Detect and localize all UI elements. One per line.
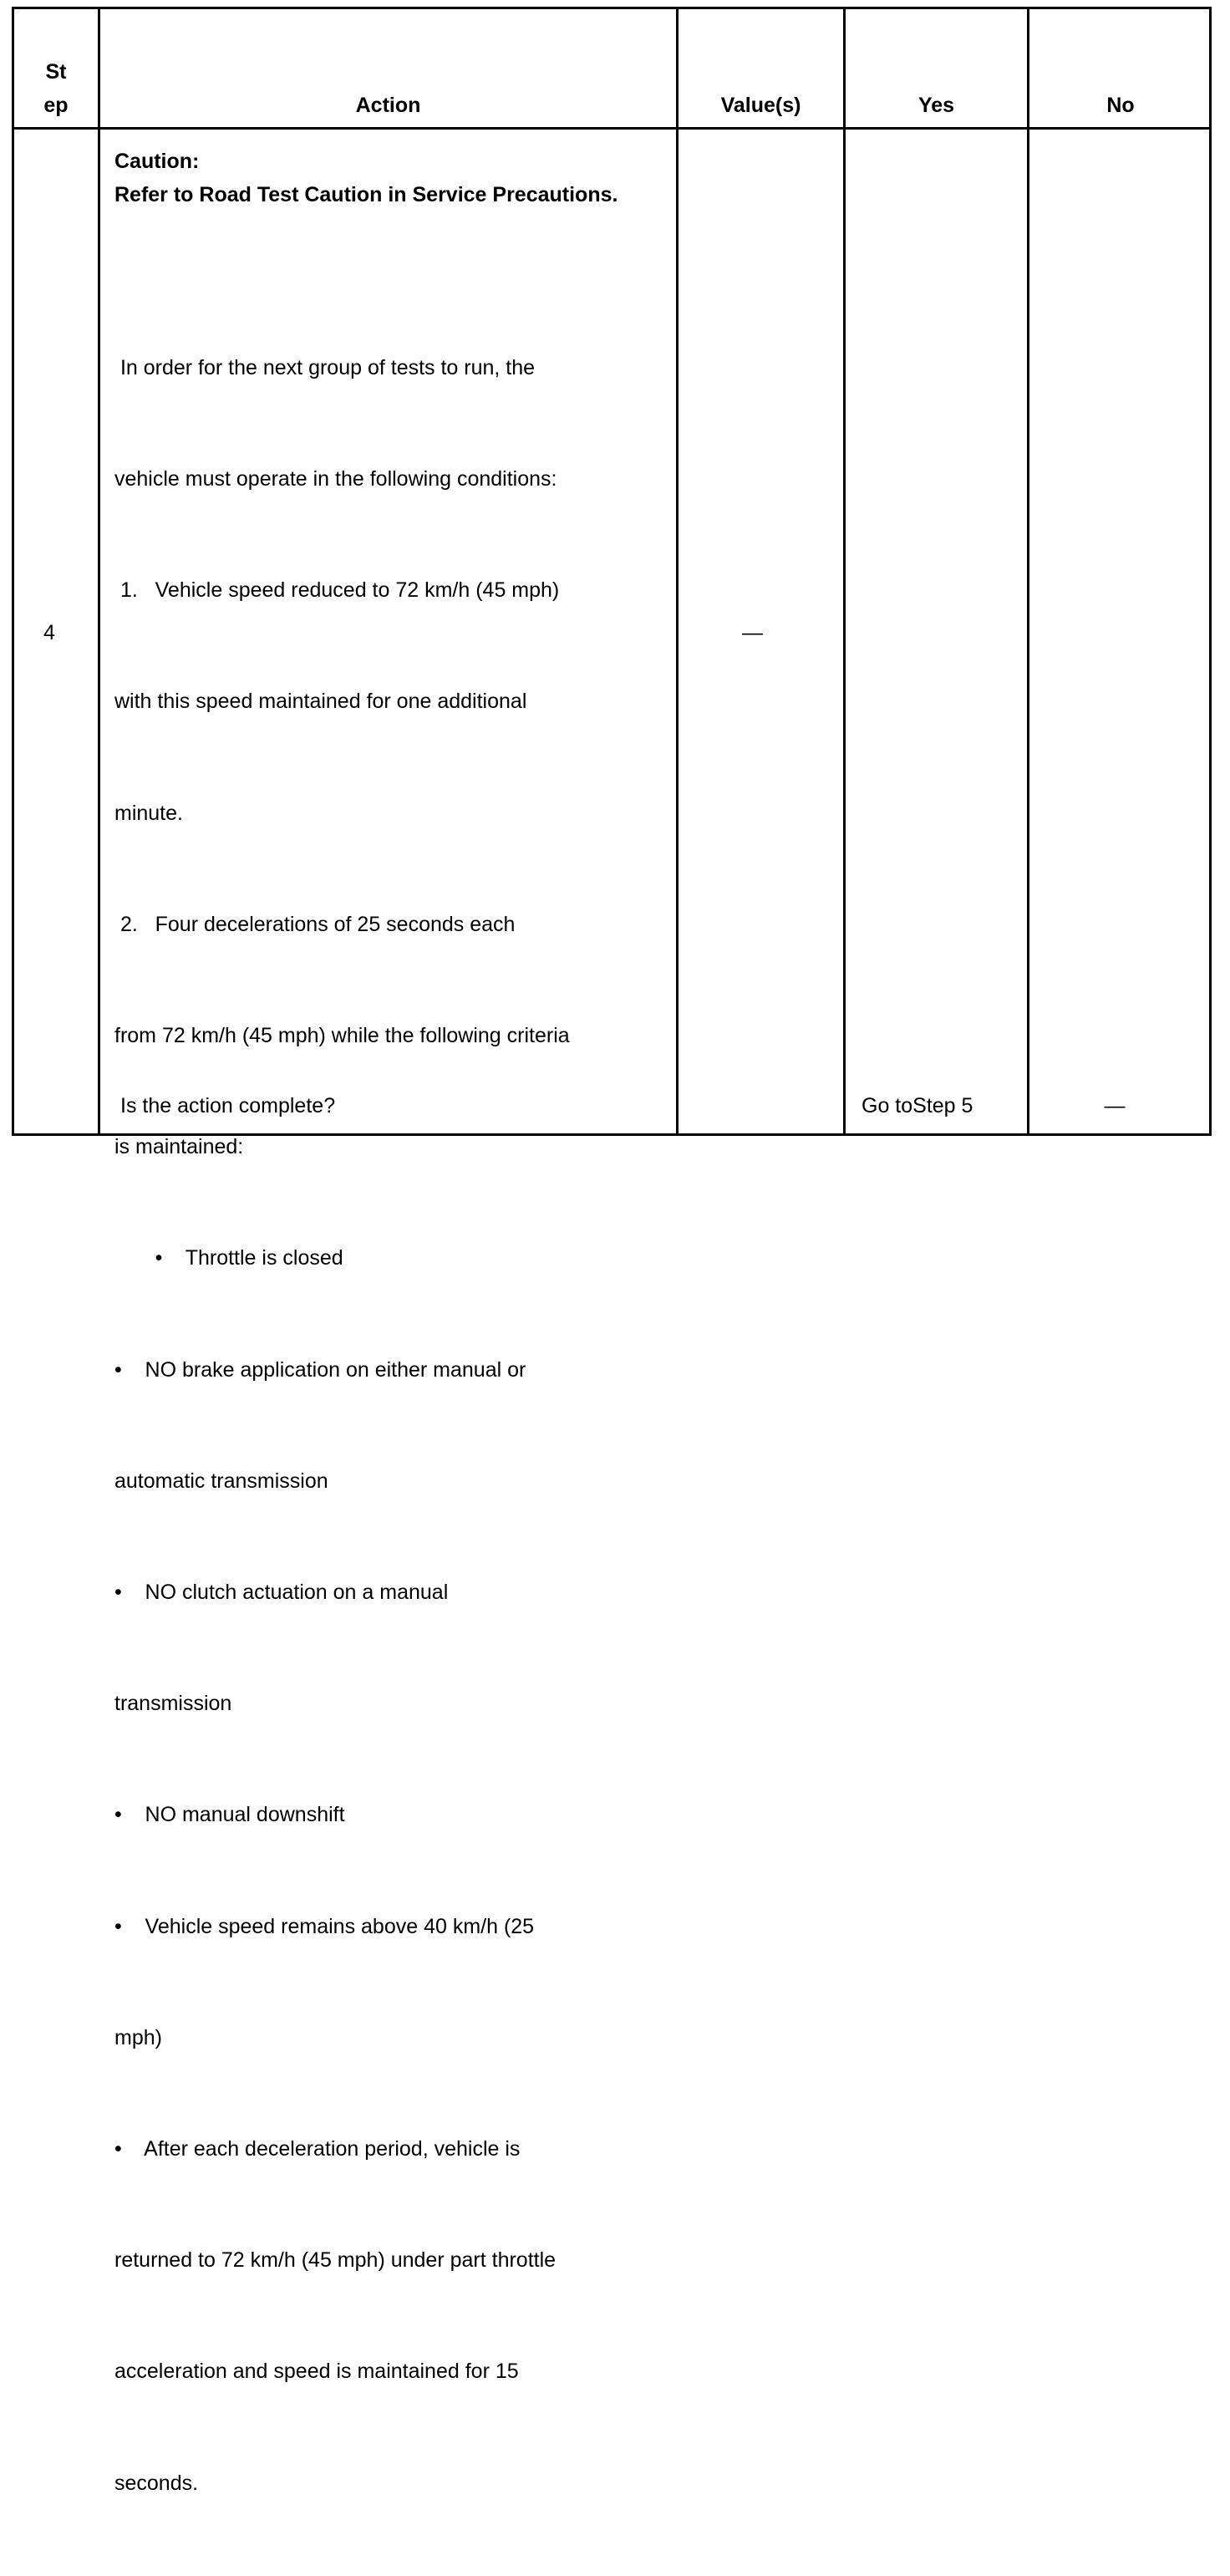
column-divider xyxy=(98,9,100,1133)
yes-cell: Go toStep 5 xyxy=(862,1094,973,1117)
values-cell: — xyxy=(742,621,763,644)
action-line: seconds. xyxy=(114,2471,199,2495)
action-line: automatic transmission xyxy=(114,1469,328,1493)
action-line: 1. Vehicle speed reduced to 72 km/h (45 mph) xyxy=(114,578,560,603)
header-divider xyxy=(14,127,1209,130)
action-line: transmission xyxy=(114,1692,232,1716)
action-line: • NO brake application on either manual or xyxy=(114,1357,526,1382)
action-line: • Vehicle speed remains above 40 km/h (25 xyxy=(114,1914,535,1938)
caution-text: Refer to Road Test Caution in Service Precautions. xyxy=(114,183,618,206)
caution-title: Caution: xyxy=(114,150,200,173)
action-line: • After each deceleration period, vehicle is xyxy=(114,2137,521,2161)
action-line: is maintained: xyxy=(114,1135,244,1159)
step-number: 4 xyxy=(43,621,55,644)
action-line: mph) xyxy=(114,2025,162,2049)
header-values: Value(s) xyxy=(720,94,801,117)
header-step xyxy=(14,55,98,122)
caution-block xyxy=(114,145,618,211)
action-line: from 72 km/h (45 mph) while the following criteria xyxy=(114,1024,570,1048)
header-step-line-1: St xyxy=(45,60,67,84)
column-divider xyxy=(676,9,679,1133)
action-line: returned to 72 km/h (45 mph) under part throttle xyxy=(114,2248,557,2273)
action-question: Is the action complete? xyxy=(120,1094,336,1117)
action-instructions xyxy=(114,275,570,2576)
header-action: Action xyxy=(355,94,421,117)
action-line: 2. Four decelerations of 25 seconds each xyxy=(114,912,516,936)
procedure-table xyxy=(12,7,1212,2495)
action-line: with this speed maintained for one additional xyxy=(114,690,527,714)
action-line: acceleration and speed is maintained for 15 xyxy=(114,2360,519,2384)
action-line: vehicle must operate in the following conditions: xyxy=(114,467,557,491)
header-no: No xyxy=(1106,94,1135,117)
action-line: In order for the next group of tests to run, the xyxy=(114,355,536,379)
action-line: • NO manual downshift xyxy=(114,1803,345,1827)
action-line: • NO clutch actuation on a manual xyxy=(114,1581,449,1605)
header-step-line-2: ep xyxy=(43,94,69,117)
action-line: minute. xyxy=(114,801,183,825)
header-yes: Yes xyxy=(917,94,955,117)
no-cell: — xyxy=(1104,1094,1126,1117)
column-divider xyxy=(843,9,846,1133)
action-line: • Throttle is closed xyxy=(114,1246,343,1270)
column-divider xyxy=(1027,9,1029,1133)
